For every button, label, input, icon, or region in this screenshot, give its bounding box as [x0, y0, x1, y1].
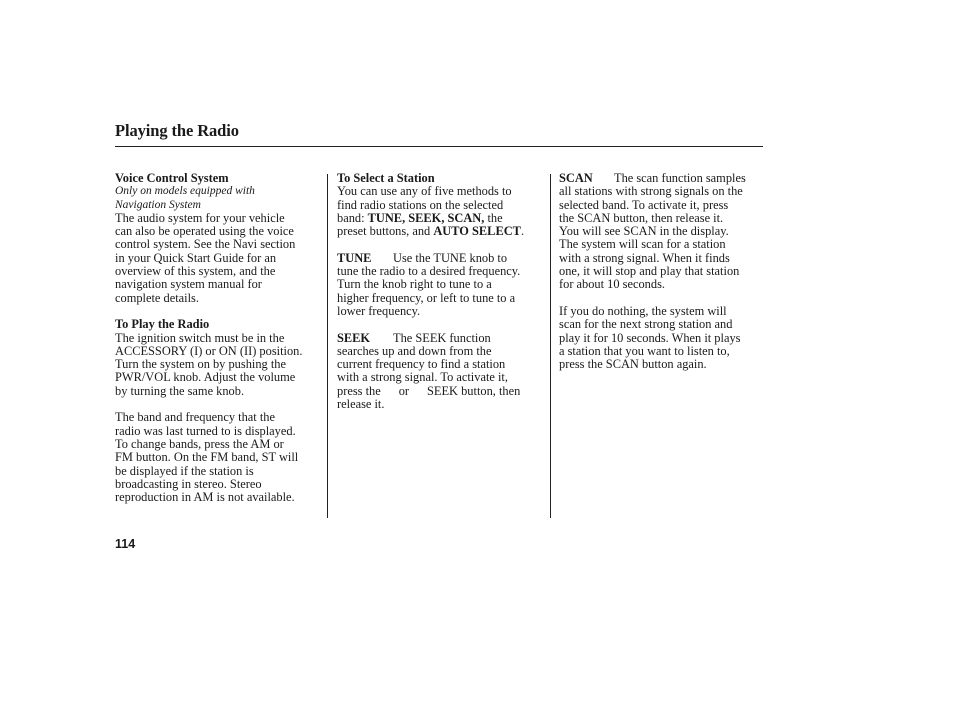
text-line: You can use any of five methods to [337, 184, 512, 199]
text-line: reproduction in AM is not available. [115, 490, 295, 505]
section-heading-select-station: To Select a Station [337, 171, 435, 185]
text-line: Turn the knob right to tune to a [337, 277, 492, 292]
text-run: The scan function samples [614, 171, 746, 185]
text-line: release it. [337, 397, 385, 412]
model-note-line: Only on models equipped with [115, 185, 255, 198]
text-line: for about 10 seconds. [559, 277, 665, 292]
auto-select-term: AUTO SELECT [433, 224, 521, 239]
text-run: preset buttons, and [337, 224, 434, 239]
text-run: press the [337, 383, 381, 398]
text-line: searches up and down from the [337, 343, 492, 358]
page-number: 114 [115, 537, 136, 551]
text-line [337, 212, 543, 225]
text-line: with a strong signal. To activate it, [337, 370, 508, 385]
text-line: Turn the system on by pushing the [115, 357, 286, 372]
column-divider-1 [327, 174, 328, 518]
column-1 [115, 172, 319, 504]
text-run: SEEK button, then [427, 383, 521, 398]
section-heading-voice-control: Voice Control System [115, 171, 229, 185]
seek-term: SEEK [337, 330, 371, 345]
text-line: the SCAN button, then release it. [559, 210, 724, 225]
text-run: The SEEK function [393, 330, 491, 345]
text-line: control system. See the Navi section [115, 237, 296, 252]
text-line: with a strong signal. When it finds [559, 250, 730, 265]
text-line: The ignition switch must be in the [115, 330, 285, 345]
text-line: be displayed if the station is [115, 463, 254, 478]
text-line: scan for the next strong station and [559, 317, 733, 332]
paragraph-gap [115, 305, 319, 318]
text-line: selected band. To activate it, press [559, 197, 729, 212]
text-line [337, 332, 543, 345]
text-line: To change bands, press the AM or [115, 436, 284, 451]
text-line: navigation system manual for [115, 277, 262, 292]
page-title: Playing the Radio [115, 121, 239, 140]
text-line: lower frequency. [337, 303, 421, 318]
text-line: can also be operated using the voice [115, 224, 294, 239]
tune-term: TUNE [337, 250, 372, 265]
text-line [337, 225, 543, 238]
text-line: radio was last turned to is displayed. [115, 423, 296, 438]
text-line: The system will scan for a station [559, 237, 726, 252]
text-line: The audio system for your vehicle [115, 210, 285, 225]
text-run: . [520, 224, 525, 239]
text-run: Use the TUNE knob to [393, 250, 508, 265]
text-line: one, it will stop and play that station [559, 264, 740, 279]
text-line: overview of this system, and the [115, 264, 276, 279]
text-line: by turning the same knob. [115, 383, 245, 398]
text-run: the [484, 210, 503, 225]
text-line: If you do nothing, the system will [559, 303, 727, 318]
column-3 [559, 172, 763, 371]
text-line: complete details. [115, 290, 199, 305]
text-line [559, 172, 763, 185]
scan-term: SCAN [559, 171, 593, 185]
text-line: in your Quick Start Guide for an [115, 250, 277, 265]
text-line: higher frequency, or left to tune to a [337, 290, 516, 305]
paragraph-gap [337, 238, 543, 251]
text-line: FM button. On the FM band, ST will [115, 450, 299, 465]
paragraph-gap [559, 292, 763, 305]
methods-list: TUNE, SEEK, SCAN, [367, 210, 485, 225]
text-line: play it for 10 seconds. When it plays [559, 330, 741, 345]
model-note-line: Navigation System [115, 198, 201, 211]
text-line: a station that you want to listen to, [559, 343, 730, 358]
text-line: all stations with strong signals on the [559, 184, 743, 199]
text-line: find radio stations on the selected [337, 197, 504, 212]
text-line: You will see SCAN in the display. [559, 224, 729, 239]
section-heading-play-radio: To Play the Radio [115, 317, 210, 332]
paragraph-gap [115, 398, 319, 411]
text-line: tune the radio to a desired frequency. [337, 264, 521, 279]
text-run: or [398, 383, 410, 398]
text-line [337, 385, 543, 398]
column-divider-2 [550, 174, 551, 518]
text-line: ACCESSORY (I) or ON (II) position. [115, 343, 303, 358]
paragraph-gap [337, 318, 543, 331]
text-line: The band and frequency that the [115, 410, 275, 425]
text-run: band: [337, 210, 368, 225]
text-line: broadcasting in stereo. Stereo [115, 476, 262, 491]
title-divider [115, 146, 763, 147]
column-2 [337, 172, 543, 411]
text-line: PWR/VOL knob. Adjust the volume [115, 370, 296, 385]
text-line: current frequency to find a station [337, 357, 506, 372]
text-line [337, 252, 543, 265]
text-line: press the SCAN button again. [559, 357, 707, 372]
